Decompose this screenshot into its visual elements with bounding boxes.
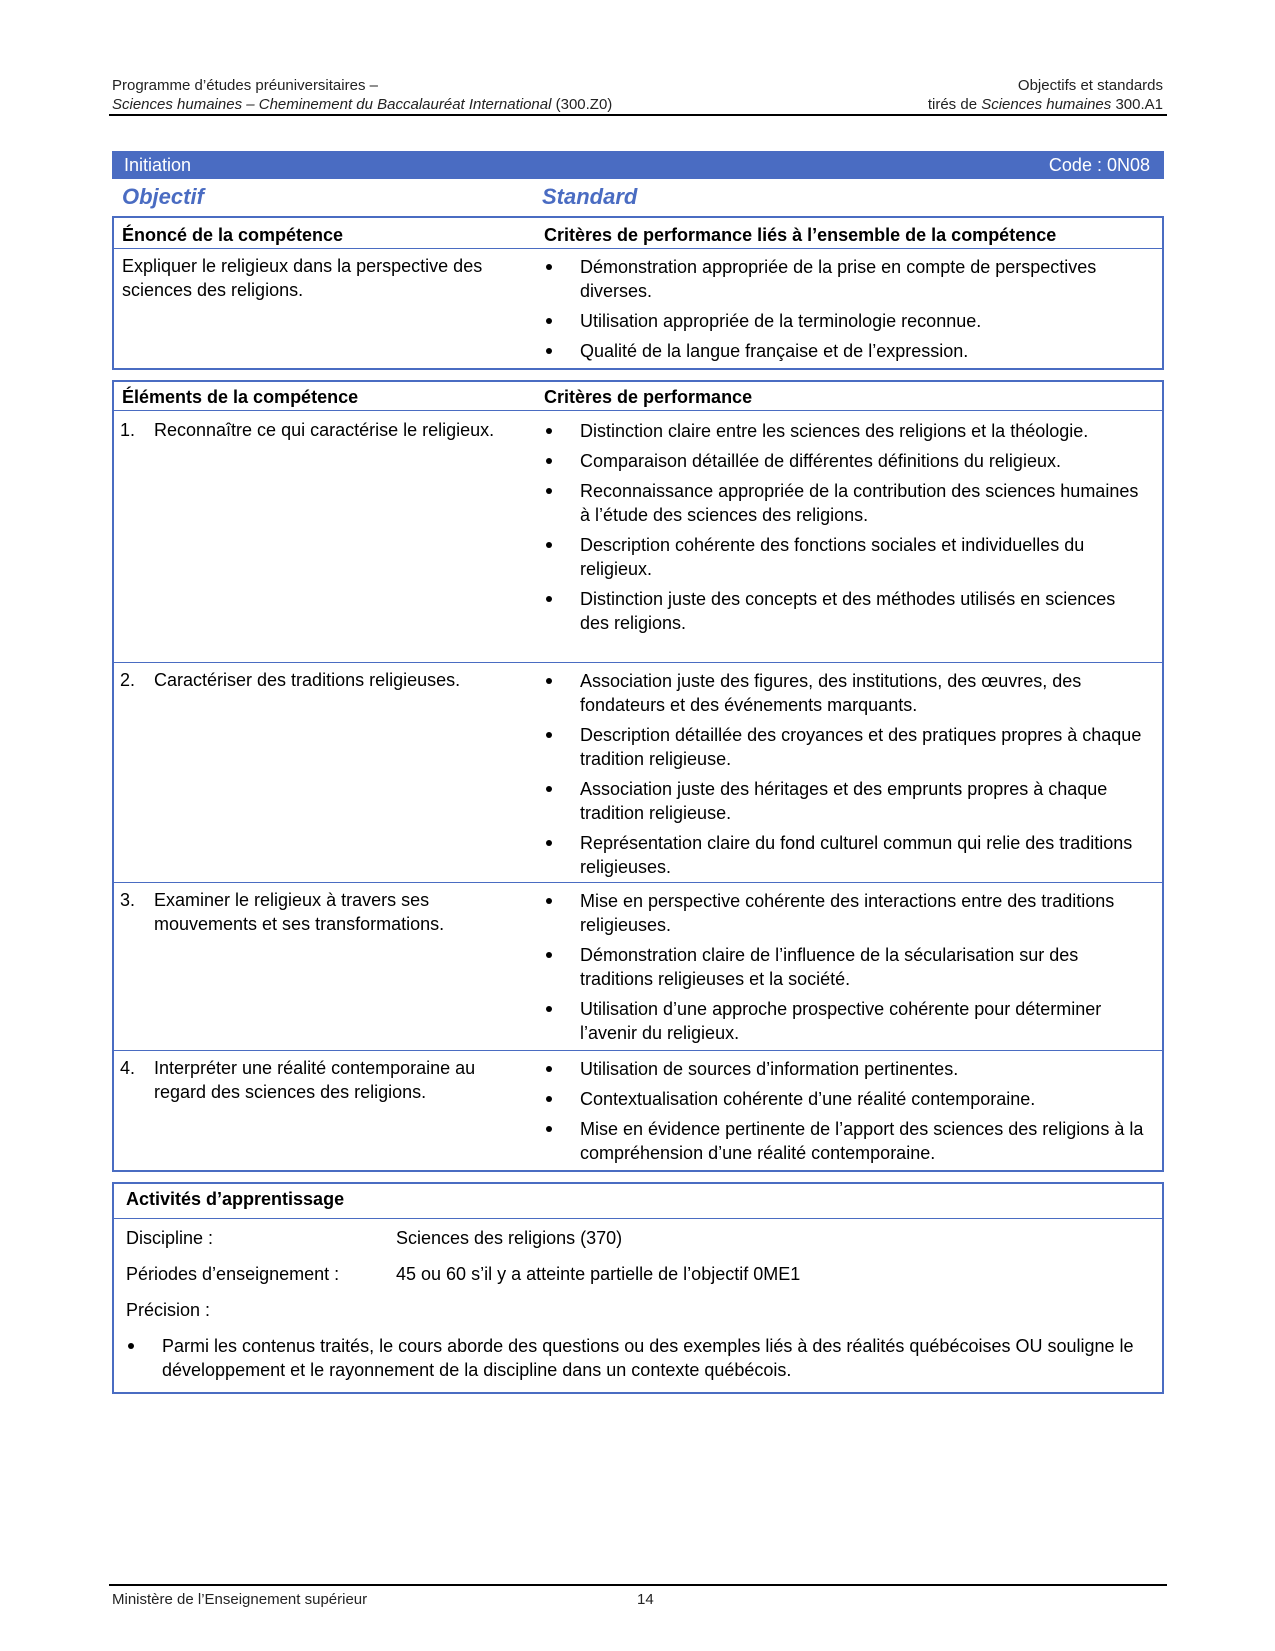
bullet-icon <box>546 458 552 464</box>
bullet-icon <box>546 318 552 324</box>
standard-heading: Standard <box>542 184 638 209</box>
list-item: Description cohérente des fonctions sociales et individuelles du religieux. <box>544 533 1149 581</box>
objective-code: Code : 0N08 <box>1048 154 1150 175</box>
enonce-header: Énoncé de la compétence <box>122 225 344 245</box>
bullet-icon <box>546 678 552 684</box>
running-header-left <box>112 76 612 114</box>
header-program-name <box>112 95 612 114</box>
list-item: Description détaillée des croyances et des pratiques propres à chaque tradition religieuse. <box>544 723 1149 771</box>
objective-title: Initiation <box>124 154 192 175</box>
row-divider <box>114 1050 1162 1051</box>
element-1-criteria <box>544 419 1149 641</box>
list-item: Contextualisation cohérente d’une réalité contemporaine. <box>544 1087 1149 1111</box>
criteria-overall-header: Critères de performance liés à l’ensemble de la compétence <box>544 225 1057 245</box>
element-number: 2. <box>120 670 136 690</box>
list-item: Association juste des figures, des institutions, des œuvres, des fondateurs et des événements marquants. <box>544 669 1149 717</box>
element-text: Interpréter une réalité contemporaine au regard des sciences des religions. <box>154 1058 476 1102</box>
header-program: Programme d’études préuniversitaires – <box>112 77 378 94</box>
bullet-icon <box>128 1343 134 1349</box>
element-2-criteria <box>544 669 1149 885</box>
list-item: Mise en perspective cohérente des interactions entre des traditions religieuses. <box>544 889 1149 937</box>
element-text: Examiner le religieux à travers ses mouvements et ses transformations. <box>154 890 445 934</box>
element-number: 3. <box>120 890 136 910</box>
precision-item <box>126 1334 1156 1382</box>
element-number: 4. <box>120 1058 136 1078</box>
bullet-icon <box>546 596 552 602</box>
precision-text: Parmi les contenus traités, le cours aborde des questions ou des exemples liés à des réalités québécoises OU souligne le développement et le rayonnement de la discipline dans un contexte québécois. <box>162 1336 1134 1380</box>
discipline-value: Sciences des religions (370) <box>396 1228 623 1248</box>
list-item: Démonstration claire de l’influence de la sécularisation sur des traditions religieuses et la société. <box>544 943 1149 991</box>
bullet-icon <box>546 898 552 904</box>
objective-title-bar <box>112 151 1164 179</box>
competence-statement-table <box>112 216 1164 370</box>
element-number: 1. <box>120 420 136 440</box>
element-3 <box>120 888 520 936</box>
element-4 <box>120 1056 520 1104</box>
bullet-icon <box>546 1126 552 1132</box>
header-section: Objectifs et standards <box>1017 77 1163 94</box>
bullet-icon <box>546 488 552 494</box>
list-item: Utilisation appropriée de la terminologie reconnue. <box>544 309 1149 333</box>
bullet-icon <box>546 542 552 548</box>
element-2 <box>120 668 520 692</box>
periods-label: Périodes d’enseignement : <box>126 1264 340 1284</box>
bullet-icon <box>546 428 552 434</box>
list-item: Mise en évidence pertinente de l’apport des sciences des religions à la compréhension d’une réalité contemporaine. <box>544 1117 1149 1165</box>
elements-header: Éléments de la compétence <box>122 387 359 407</box>
discipline-label: Discipline : <box>126 1228 214 1248</box>
bullet-icon <box>546 1066 552 1072</box>
list-item: Reconnaissance appropriée de la contribution des sciences humaines à l’étude des sciences des religions. <box>544 479 1149 527</box>
elements-table <box>112 380 1164 1172</box>
header-source-code: 300.A1 <box>1111 96 1163 113</box>
bullet-icon <box>546 1096 552 1102</box>
header-rule <box>109 114 1167 116</box>
element-1 <box>120 418 520 442</box>
element-4-criteria <box>544 1057 1149 1171</box>
element-text: Caractériser des traditions religieuses. <box>154 670 461 690</box>
header-source <box>928 95 1163 114</box>
header-source-italic: Sciences humaines <box>981 96 1112 113</box>
bullet-icon <box>546 786 552 792</box>
bullet-icon <box>546 952 552 958</box>
table-divider <box>114 410 1162 411</box>
list-item: Démonstration appropriée de la prise en compte de perspectives diverses. <box>544 255 1149 303</box>
list-item: Qualité de la langue française et de l’expression. <box>544 339 1149 363</box>
bullet-icon <box>546 1006 552 1012</box>
footer-rule <box>109 1584 1167 1586</box>
running-header-right <box>928 76 1163 114</box>
list-item: Distinction claire entre les sciences des religions et la théologie. <box>544 419 1149 443</box>
row-divider <box>114 882 1162 883</box>
list-item: Distinction juste des concepts et des méthodes utilisés en sciences des religions. <box>544 587 1149 635</box>
periods-value: 45 ou 60 s’il y a atteinte partielle de l’objectif 0ME1 <box>396 1264 801 1284</box>
table-divider <box>114 248 1162 249</box>
table-divider <box>114 1218 1162 1219</box>
element-3-criteria <box>544 889 1149 1051</box>
criteria-overall-list <box>544 255 1149 369</box>
element-text: Reconnaître ce qui caractérise le religieux. <box>154 420 495 440</box>
header-program-italic: Sciences humaines – Cheminement du Baccalauréat International <box>112 96 552 113</box>
list-item: Comparaison détaillée de différentes définitions du religieux. <box>544 449 1149 473</box>
footer-ministry: Ministère de l’Enseignement supérieur <box>112 1591 368 1608</box>
bullet-icon <box>546 840 552 846</box>
list-item: Association juste des héritages et des emprunts propres à chaque tradition religieuse. <box>544 777 1149 825</box>
row-divider <box>114 662 1162 663</box>
page-number: 14 <box>637 1591 654 1608</box>
bullet-icon <box>546 732 552 738</box>
learning-activities-table <box>112 1182 1164 1394</box>
header-source-prefix: tirés de <box>927 96 982 113</box>
objectif-heading: Objectif <box>122 184 204 209</box>
list-item: Utilisation de sources d’information pertinentes. <box>544 1057 1149 1081</box>
bullet-icon <box>546 348 552 354</box>
activities-header: Activités d’apprentissage <box>126 1189 345 1209</box>
list-item: Représentation claire du fond culturel commun qui relie des traditions religieuses. <box>544 831 1149 879</box>
precision-label: Précision : <box>126 1300 211 1320</box>
bullet-icon <box>546 264 552 270</box>
competence-statement: Expliquer le religieux dans la perspective des sciences des religions. <box>122 256 483 300</box>
list-item: Utilisation d’une approche prospective cohérente pour déterminer l’avenir du religieux. <box>544 997 1149 1045</box>
criteria-header: Critères de performance <box>544 387 753 407</box>
header-program-code: (300.Z0) <box>551 96 613 113</box>
